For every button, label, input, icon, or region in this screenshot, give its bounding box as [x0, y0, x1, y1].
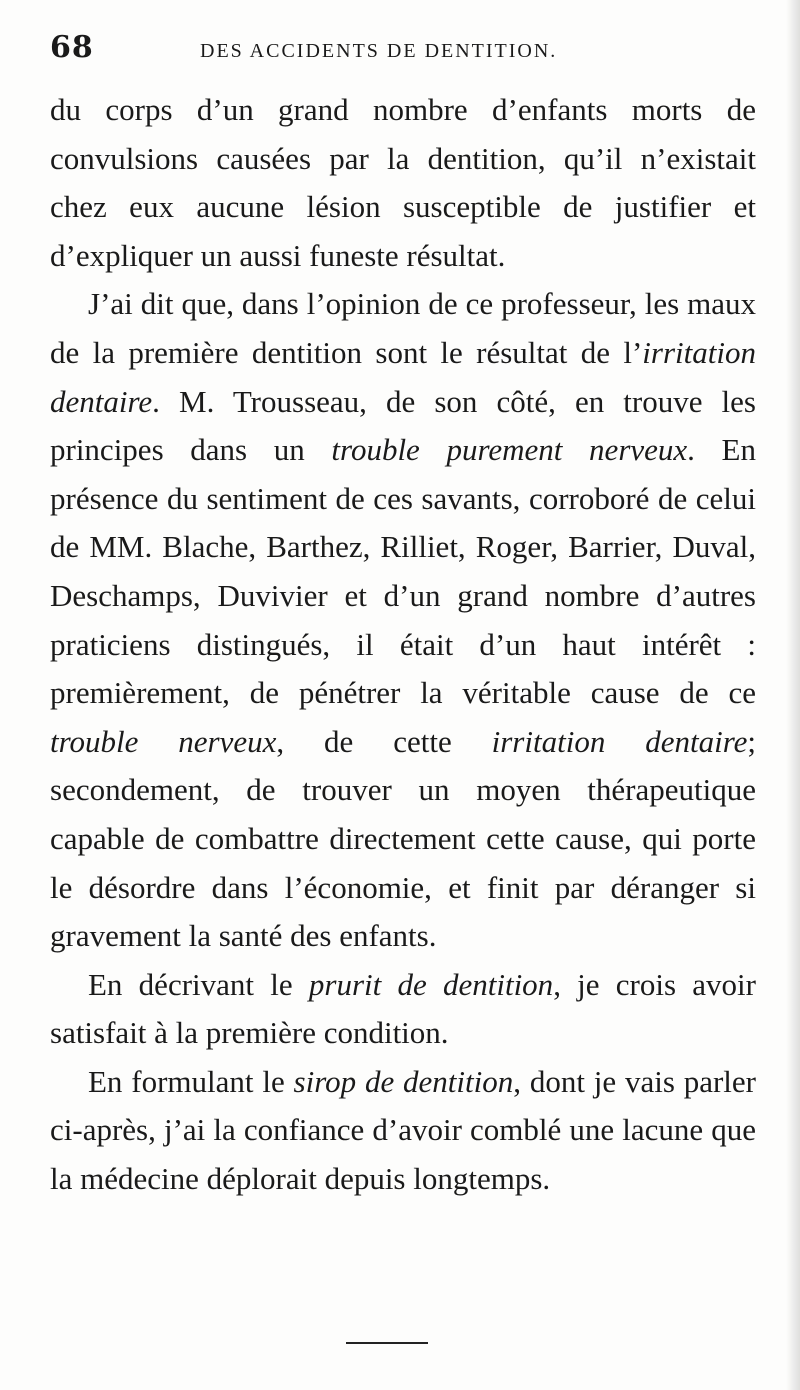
- italic-segment: trouble nerveux: [50, 723, 277, 759]
- text-segment: , dont je vais parler ci-après, j’ai la confiance d’avoir comblé une lacune que la médecine déplorait depuis longtemps.: [50, 1063, 756, 1197]
- text-segment: En formulant le: [88, 1063, 294, 1099]
- text-segment: du corps d’un grand nombre d’enfants morts de convulsions causées par la dentition, qu’il n’existait chez eux aucune lésion susceptible de justifier et d’expliquer un aussi funeste résultat.: [50, 92, 756, 273]
- text-segment: , de cette: [276, 723, 492, 759]
- running-head: DES ACCIDENTS DE DENTITION.: [200, 40, 558, 62]
- text-segment: ; secondement, de trouver un moyen thérapeutique capable de combattre directement cette cause, qui porte le désordre dans l’économie, et finit par déranger si gravement la santé des enfants.: [50, 723, 756, 954]
- paragraph-4: [50, 1058, 756, 1204]
- italic-segment: irritation dentaire: [491, 723, 748, 759]
- paragraph-3: [50, 961, 756, 1058]
- text-segment: , je crois avoir satisfait à la première condition.: [50, 966, 756, 1051]
- page-edge-shadow: [786, 0, 800, 1390]
- page-number: 68: [50, 30, 94, 65]
- text-segment: J’ai dit que, dans l’opinion de ce professeur, les maux de la première dentition sont le résultat de l’: [50, 286, 756, 370]
- text-segment: En décrivant le: [88, 966, 309, 1002]
- text-segment: . En présence du sentiment de ces savants, corroboré de celui de MM. Blache, Barthez, Rilliet, Roger, Barrier, Duval, Deschamps, Duvivier et d’un grand nombre d’autres praticiens distingués, il était d’un haut intérêt : premièrement, de pénétrer la véritable cause de ce: [50, 432, 756, 711]
- italic-segment: prurit de dentition: [308, 966, 554, 1002]
- section-rule: [346, 1342, 428, 1344]
- italic-segment: trouble purement nerveux: [331, 432, 688, 468]
- italic-segment: irritation dentaire: [50, 334, 756, 419]
- page-header: [50, 30, 760, 70]
- body-text: [50, 86, 756, 1204]
- italic-segment: sirop de dentition: [293, 1063, 514, 1099]
- text-segment: . M. Trousseau, de son côté, en trouve les principes dans un: [50, 383, 756, 468]
- paragraph-1: [50, 86, 756, 280]
- paragraph-2: [50, 280, 756, 960]
